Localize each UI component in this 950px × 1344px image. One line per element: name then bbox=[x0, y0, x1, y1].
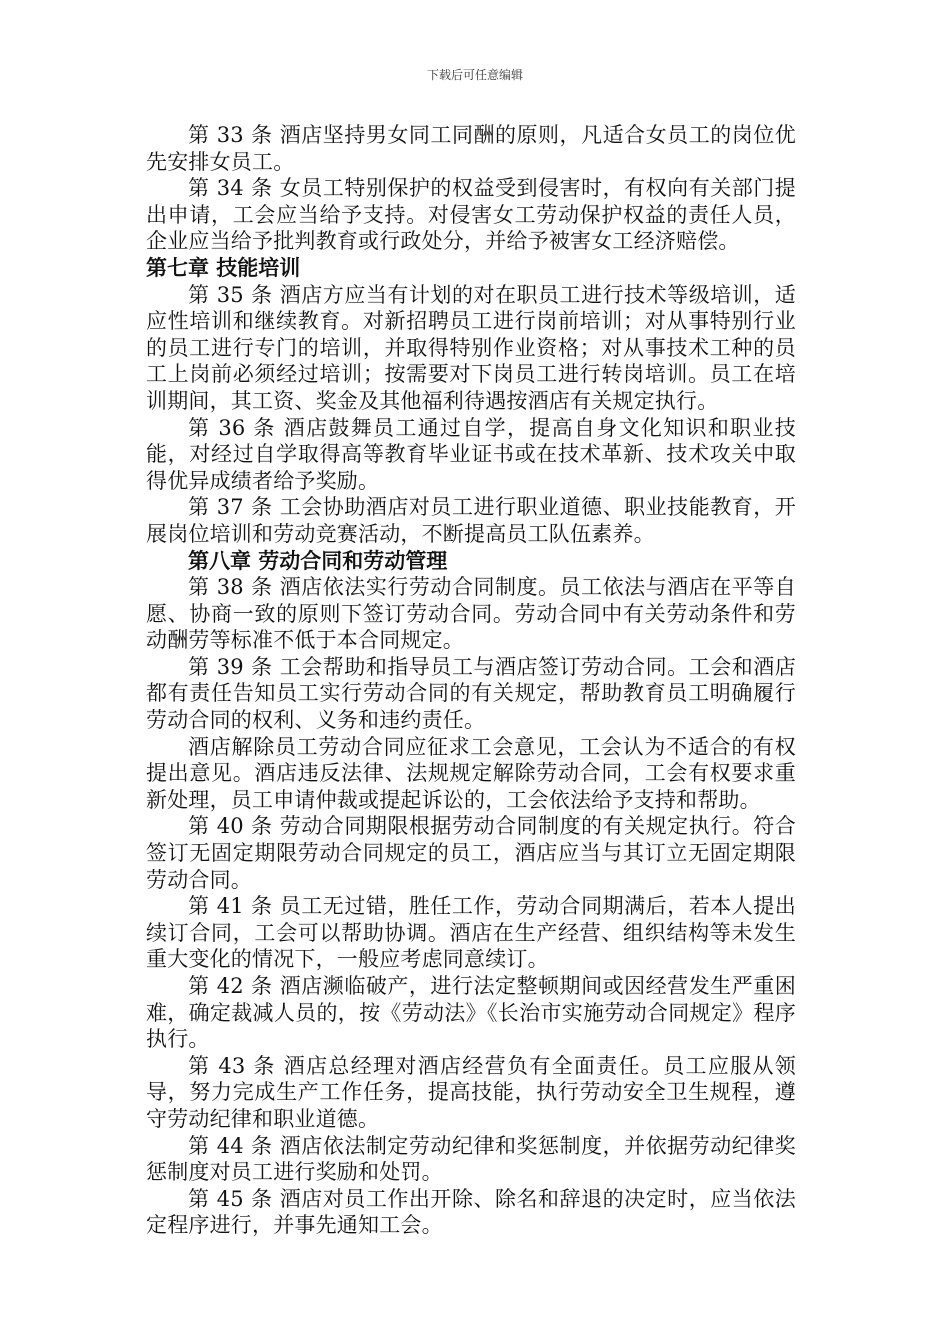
article-35: 第 35 条 酒店方应当有计划的对在职员工进行技术等级培训，适应性培训和继续教育。对新招聘员工进行岗前培训；对从事特别行业的员工进行专门的培训，并取得特别作业资格；对从事技术工种的员工上岗前必须经过培训；按需要对下岗员工进行转岗培训。员工在培训期间，其工资、奖金及其他福利待遇按酒店有关规定执行。 bbox=[146, 282, 796, 413]
article-39-paragraph-2: 酒店解除员工劳动合同应征求工会意见，工会认为不适合的有权提出意见。酒店违反法律、法规规定解除劳动合同，工会有权要求重新处理，员工申请仲裁或提起诉讼的，工会依法给予支持和帮助。 bbox=[146, 734, 796, 812]
download-note: 下载后可任意编辑 bbox=[426, 68, 523, 82]
article-41: 第 41 条 员工无过错，胜任工作，劳动合同期满后，若本人提出续订合同，工会可以帮助协调。酒店在生产经营、组织结构等未发生重大变化的情况下，一般应考虑同意续订。 bbox=[146, 894, 796, 972]
article-43: 第 43 条 酒店总经理对酒店经营负有全面责任。员工应服从领导，努力完成生产工作任务，提高技能，执行劳动安全卫生规程，遵守劳动纪律和职业道德。 bbox=[146, 1053, 796, 1131]
article-40: 第 40 条 劳动合同期限根据劳动合同制度的有关规定执行。符合签订无固定期限劳动合同规定的员工，酒店应当与其订立无固定期限劳动合同。 bbox=[146, 814, 796, 892]
article-39: 第 39 条 工会帮助和指导员工与酒店签订劳动合同。工会和酒店都有责任告知员工实行劳动合同的有关规定，帮助教育员工明确履行劳动合同的权利、义务和违约责任。 bbox=[146, 654, 796, 733]
article-36: 第 36 条 酒店鼓舞员工通过自学，提高自身文化知识和职业技能，对经过自学取得高等教育毕业证书或在技术革新、技术攻关中取得优异成绩者给予奖励。 bbox=[146, 415, 796, 493]
article-33: 第 33 条 酒店坚持男女同工同酬的原则，凡适合女员工的岗位优先安排女员工。 bbox=[146, 123, 796, 174]
document-body bbox=[146, 122, 796, 1239]
article-45: 第 45 条 酒店对员工作出开除、除名和辞退的决定时，应当依法定程序进行，并事先通知工会。 bbox=[146, 1186, 796, 1238]
article-34: 第 34 条 女员工特别保护的权益受到侵害时，有权向有关部门提出申请，工会应当给予支持。对侵害女工劳动保护权益的责任人员，企业应当给予批判教育或行政处分，并给予被害女工经济赔偿。 bbox=[146, 176, 796, 254]
chapter-8-heading: 第八章 劳动合同和劳动管理 bbox=[188, 548, 448, 573]
article-38: 第 38 条 酒店依法实行劳动合同制度。员工依法与酒店在平等自愿、协商一致的原则下签订劳动合同。劳动合同中有关劳动条件和劳动酬劳等标准不低于本合同规定。 bbox=[146, 575, 796, 653]
article-42: 第 42 条 酒店濒临破产，进行法定整顿期间或因经营发生严重困难，确定裁减人员的，按《劳动法》《长治市实施劳动合同规定》程序执行。 bbox=[146, 974, 796, 1052]
article-44: 第 44 条 酒店依法制定劳动纪律和奖惩制度，并依据劳动纪律奖惩制度对员工进行奖励和处罚。 bbox=[146, 1133, 796, 1185]
chapter-7-heading: 第七章 技能培训 bbox=[146, 255, 301, 280]
article-37: 第 37 条 工会协助酒店对员工进行职业道德、职业技能教育，开展岗位培训和劳动竞赛活动，不断提高员工队伍素养。 bbox=[146, 495, 796, 546]
